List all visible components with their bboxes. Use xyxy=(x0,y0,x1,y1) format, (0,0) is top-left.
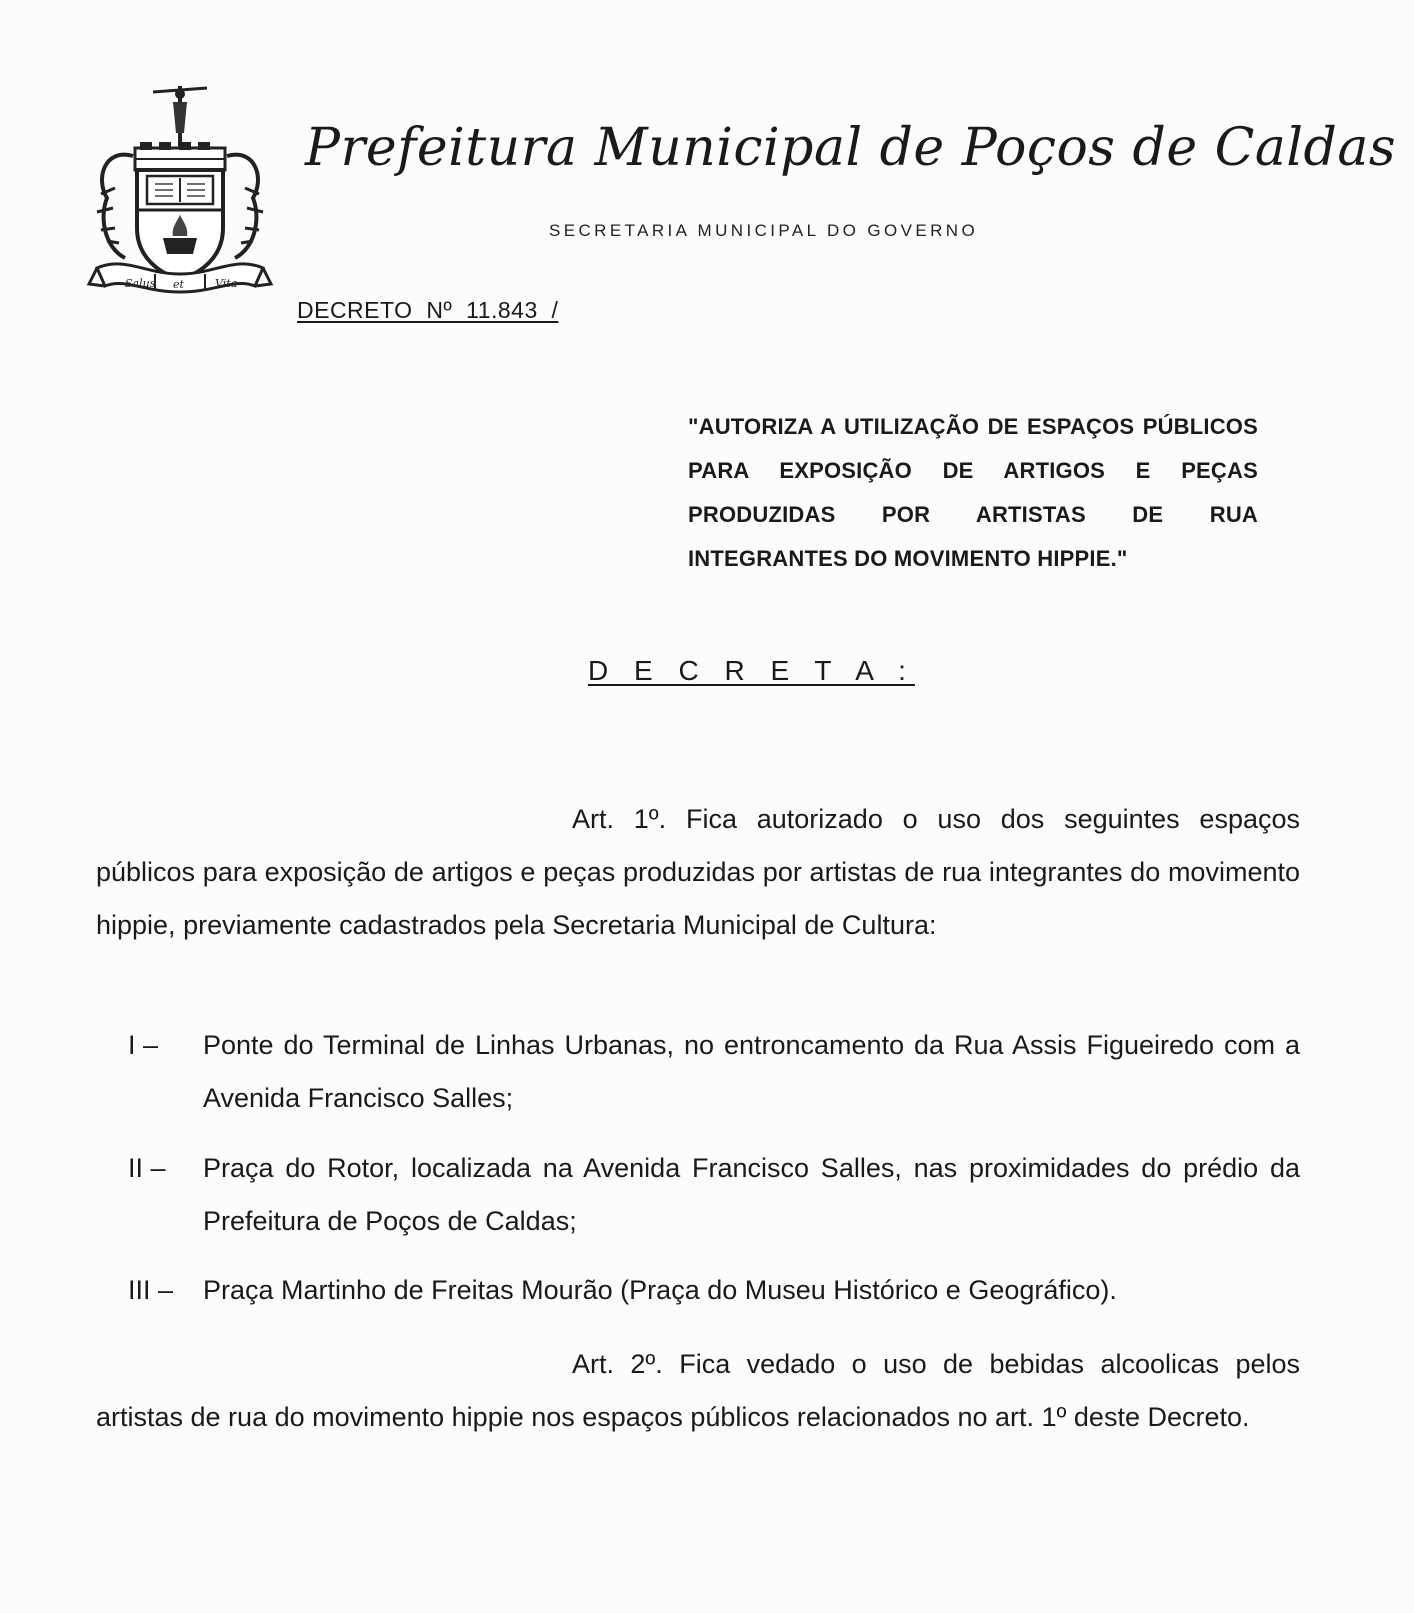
item-text: Ponte do Terminal de Linhas Urbanas, no entroncamento da Rua Assis Figueiredo com a Avenida Francisco Salles; xyxy=(203,1030,1300,1113)
decreta-heading: D E C R E T A : xyxy=(588,655,915,686)
motto-vita: Vita xyxy=(215,277,238,290)
article-1: Art. 1º. Fica autorizado o uso dos seguintes espaços públicos para exposição de artigos e peças produzidas por artistas de rua integrantes do movimento hippie, previamente cadastrados pela Secretaria Municipal de Cultura: xyxy=(96,804,1300,940)
list-item xyxy=(128,1019,1300,1125)
item-numeral: III – xyxy=(128,1275,174,1305)
department-subtitle: SECRETARIA MUNICIPAL DO GOVERNO xyxy=(549,221,979,240)
motto-et: et xyxy=(173,278,184,291)
decree-number: DECRETO Nº 11.843 / xyxy=(297,297,559,323)
coat-of-arms-emblem xyxy=(85,78,275,306)
item-text: Praça Martinho de Freitas Mourão (Praça do Museu Histórico e Geográfico). xyxy=(203,1275,1117,1305)
motto-salus: Salus xyxy=(125,277,156,290)
list-item xyxy=(128,1142,1300,1248)
institution-title: Prefeitura Municipal de Poços de Caldas xyxy=(305,118,1397,178)
item-numeral: II – xyxy=(128,1153,166,1183)
item-numeral: I – xyxy=(128,1030,159,1060)
list-item xyxy=(128,1264,1300,1317)
article-2: Art. 2º. Fica vedado o uso de bebidas alcoolicas pelos artistas de rua do movimento hippie nos espaços públicos relacionados no art. 1º deste Decreto. xyxy=(96,1349,1300,1432)
decree-summary: "AUTORIZA A UTILIZAÇÃO DE ESPAÇOS PÚBLICOS PARA EXPOSIÇÃO DE ARTIGOS E PEÇAS PRODUZIDAS POR ARTISTAS DE RUA INTEGRANTES DO MOVIMENTO HIPPIE." xyxy=(688,414,1258,571)
item-text: Praça do Rotor, localizada na Avenida Francisco Salles, nas proximidades do prédio da Prefeitura de Poços de Caldas; xyxy=(203,1153,1300,1236)
